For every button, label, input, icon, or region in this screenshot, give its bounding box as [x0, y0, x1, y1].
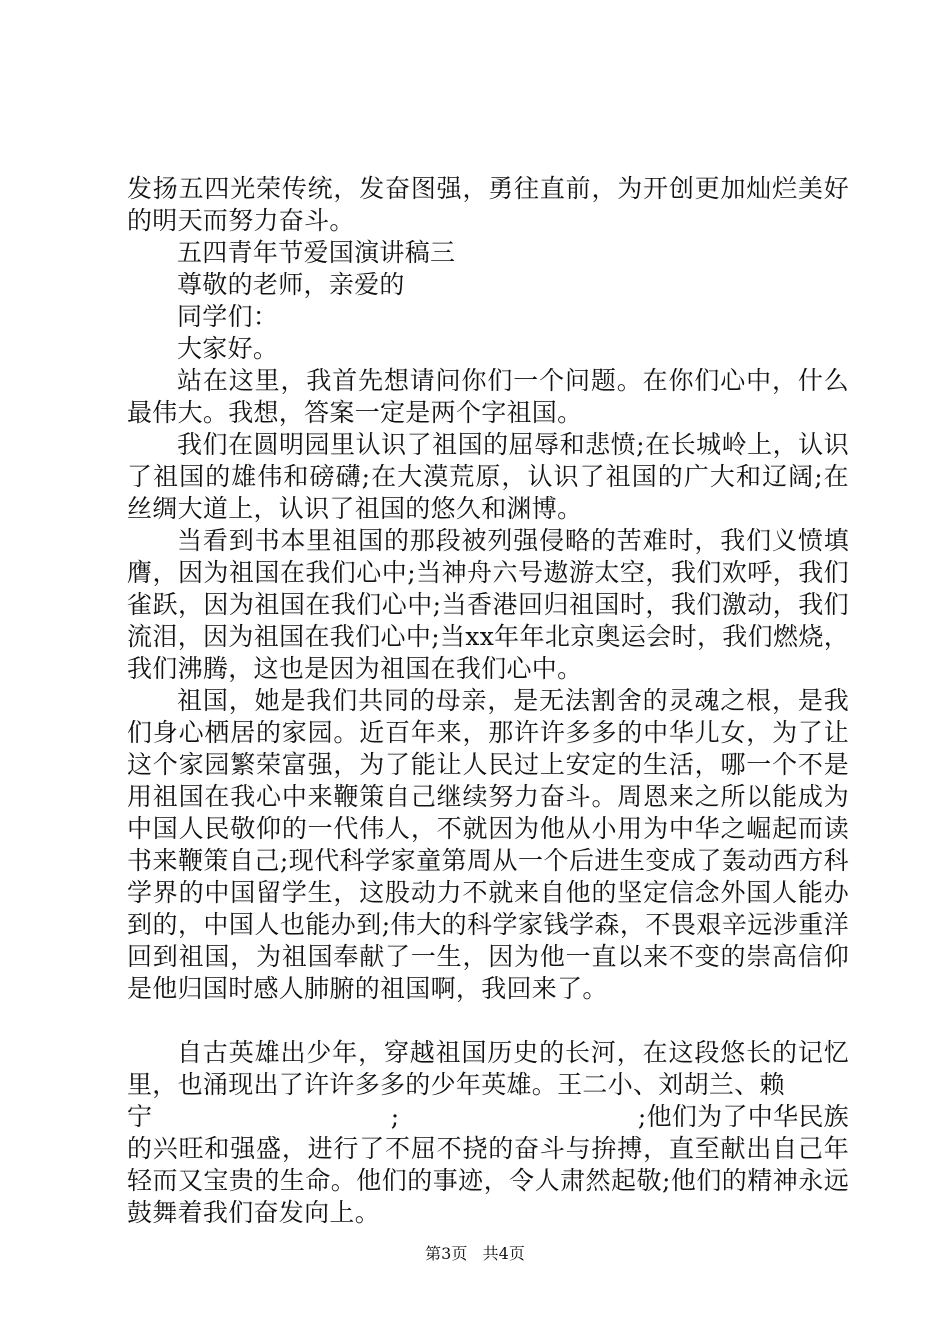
page-footer — [0, 1244, 950, 1264]
paragraph-history: 我们在圆明园里认识了祖国的屈辱和悲愤;在长城岭上，认识了祖国的雄伟和磅礴;在大漠荒原，认识了祖国的广大和辽阔;在丝绸大道上，认识了祖国的悠久和渊博。 — [127, 430, 849, 523]
paragraph-heroes-rest: 的兴旺和强盛，进行了不屈不挠的奋斗与拚搏，直至献出自己年轻而又宝贵的生命。他们的事迹，令人肃然起敬;他们的精神永远鼓舞着我们奋发向上。 — [127, 1134, 850, 1227]
gap-mid-text: ; — [390, 1102, 400, 1131]
paragraph-closing: 发扬五四光荣传统，发奋图强，勇往直前，为开创更加灿烂美好的明天而努力奋斗。 — [127, 174, 849, 235]
salutation: 尊敬的老师，亲爱的 — [177, 270, 405, 299]
paragraph-heroes-intro: 自古英雄出少年，穿越祖国历史的长河，在这段悠长的记忆里，也涌现出了许许多多的少年英雄。王二小、刘胡兰、赖 — [127, 1038, 849, 1099]
speech-title: 五四青年节爱国演讲稿三 — [177, 238, 456, 267]
salutation-classmates: 同学们： — [177, 302, 279, 331]
paragraph-heroes-gap-line — [127, 1101, 849, 1133]
gap-left-text: 宁 — [127, 1102, 153, 1131]
blank-line — [127, 1005, 849, 1037]
gap-right-text: ;他们为了中华民族 — [637, 1102, 849, 1131]
paragraph-heart: 当看到书本里祖国的那段被列强侵略的苦难时，我们义愤填膺，因为祖国在我们心中;当神舟六号遨游太空，我们欢呼，我们雀跃，因为祖国在我们心中;当香港回归祖国时，我们激动，我们流泪，因为祖国在我们心中;当xx年年北京奥运会时，我们燃烧，我们沸腾，这也是因为祖国在我们心中。 — [127, 526, 849, 683]
paragraph-motherland: 祖国，她是我们共同的母亲，是无法割舍的灵魂之根，是我们身心栖居的家园。近百年来，那许许多多的中华儿女，为了让这个家园繁荣富强，为了能让人民过上安定的生活，哪一个不是用祖国在我心中来鞭策自己继续努力奋斗。周恩来之所以能成为中国人民敬仰的一代伟人，不就因为他从小用为中华之崛起而读书来鞭策自己;现代科学家童第周从一个后进生变成了轰动西方科学界的中国留学生，这股动力不就来自他的坚定信念外国人能办到的，中国人也能办到;伟大的科学家钱学森，不畏艰辛远涉重洋回到祖国，为祖国奉献了一生，因为他一直以来不变的崇高信仰是他归国时感人肺腑的祖国啊，我回来了。 — [127, 686, 849, 1003]
page-number: 第3页 — [425, 1244, 468, 1263]
page-total: 共4页 — [482, 1244, 525, 1263]
paragraph-question: 站在这里，我首先想请问你们一个问题。在你们心中，什么最伟大。我想，答案一定是两个字祖国。 — [127, 366, 849, 427]
greeting: 大家好。 — [177, 334, 279, 363]
document-body — [127, 173, 849, 1229]
